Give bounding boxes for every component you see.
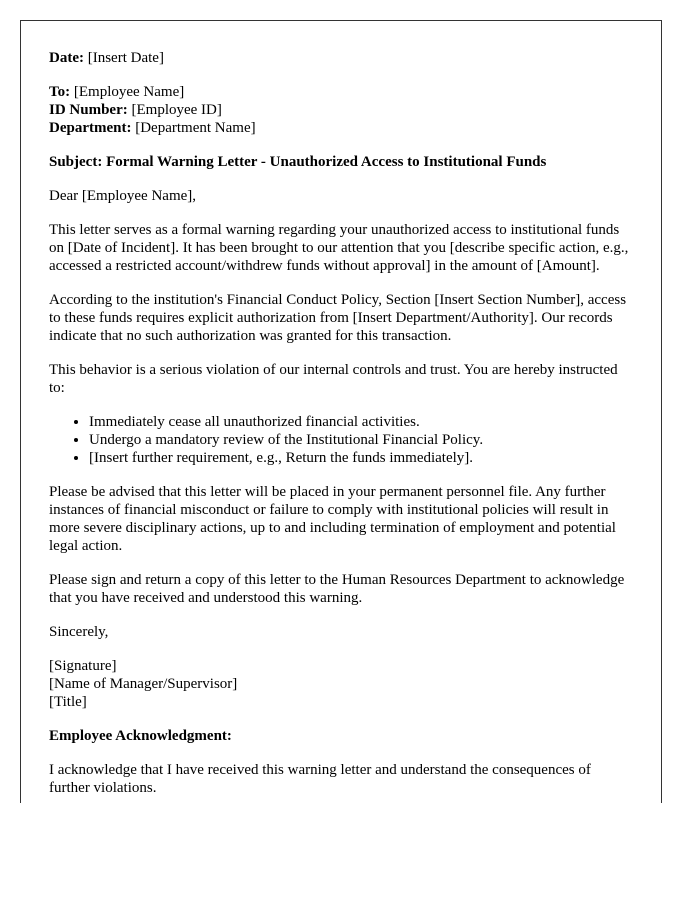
recipient-block: To: [Employee Name] ID Number: [Employee ID] Department: [Department Name] (49, 84, 256, 136)
body-paragraph: This behavior is a serious violation of our internal controls and trust. You are hereby instructed to: (49, 362, 618, 396)
instruction-item: • Immediately cease all unauthorized financial activities. (89, 413, 634, 431)
salutation: Dear [Employee Name], (49, 188, 197, 204)
warning-letter (20, 20, 662, 803)
instruction-item: • Undergo a mandatory review of the Institutional Financial Policy. (89, 431, 634, 449)
body-paragraph: Please sign and return a copy of this letter to the Human Resources Department to acknowledge that you have received and understood this warning. (49, 572, 625, 606)
signoff: Sincerely, (49, 624, 109, 640)
body-paragraph: This letter serves as a formal warning regarding your unauthorized access to institutional funds on [Date of Incident]. It has been brought to our attention that you [describe specific action, e.g., accessed a restricted account/withdrew funds without approval] in the amount of [Amount]. (49, 222, 629, 274)
body-paragraph: According to the institution's Financial Conduct Policy, Section [Insert Section Number], access to these funds requires explicit authorization from [Insert Department/Authority]. Our records indicate that no such authorization was granted for this transaction. (49, 292, 627, 344)
signature-block: [Signature] [Name of Manager/Supervisor] [Title] (49, 658, 238, 710)
body-paragraph: Please be advised that this letter will be placed in your permanent personnel file. Any further instances of financial misconduct or failure to comply with institutional policies will result in more severe disciplinary actions, up to and including termination of employment and potential legal action. (49, 484, 616, 554)
subject-line: Subject: Formal Warning Letter - Unauthorized Access to Institutional Funds (49, 154, 547, 170)
instruction-list (49, 413, 634, 467)
acknowledgment-heading: Employee Acknowledgment: (49, 728, 232, 744)
acknowledgment-text: I acknowledge that I have received this warning letter and understand the consequences of further violations. (49, 762, 591, 796)
date-line: Date: [Insert Date] (49, 50, 164, 66)
instruction-item: • [Insert further requirement, e.g., Return the funds immediately]. (89, 449, 634, 467)
